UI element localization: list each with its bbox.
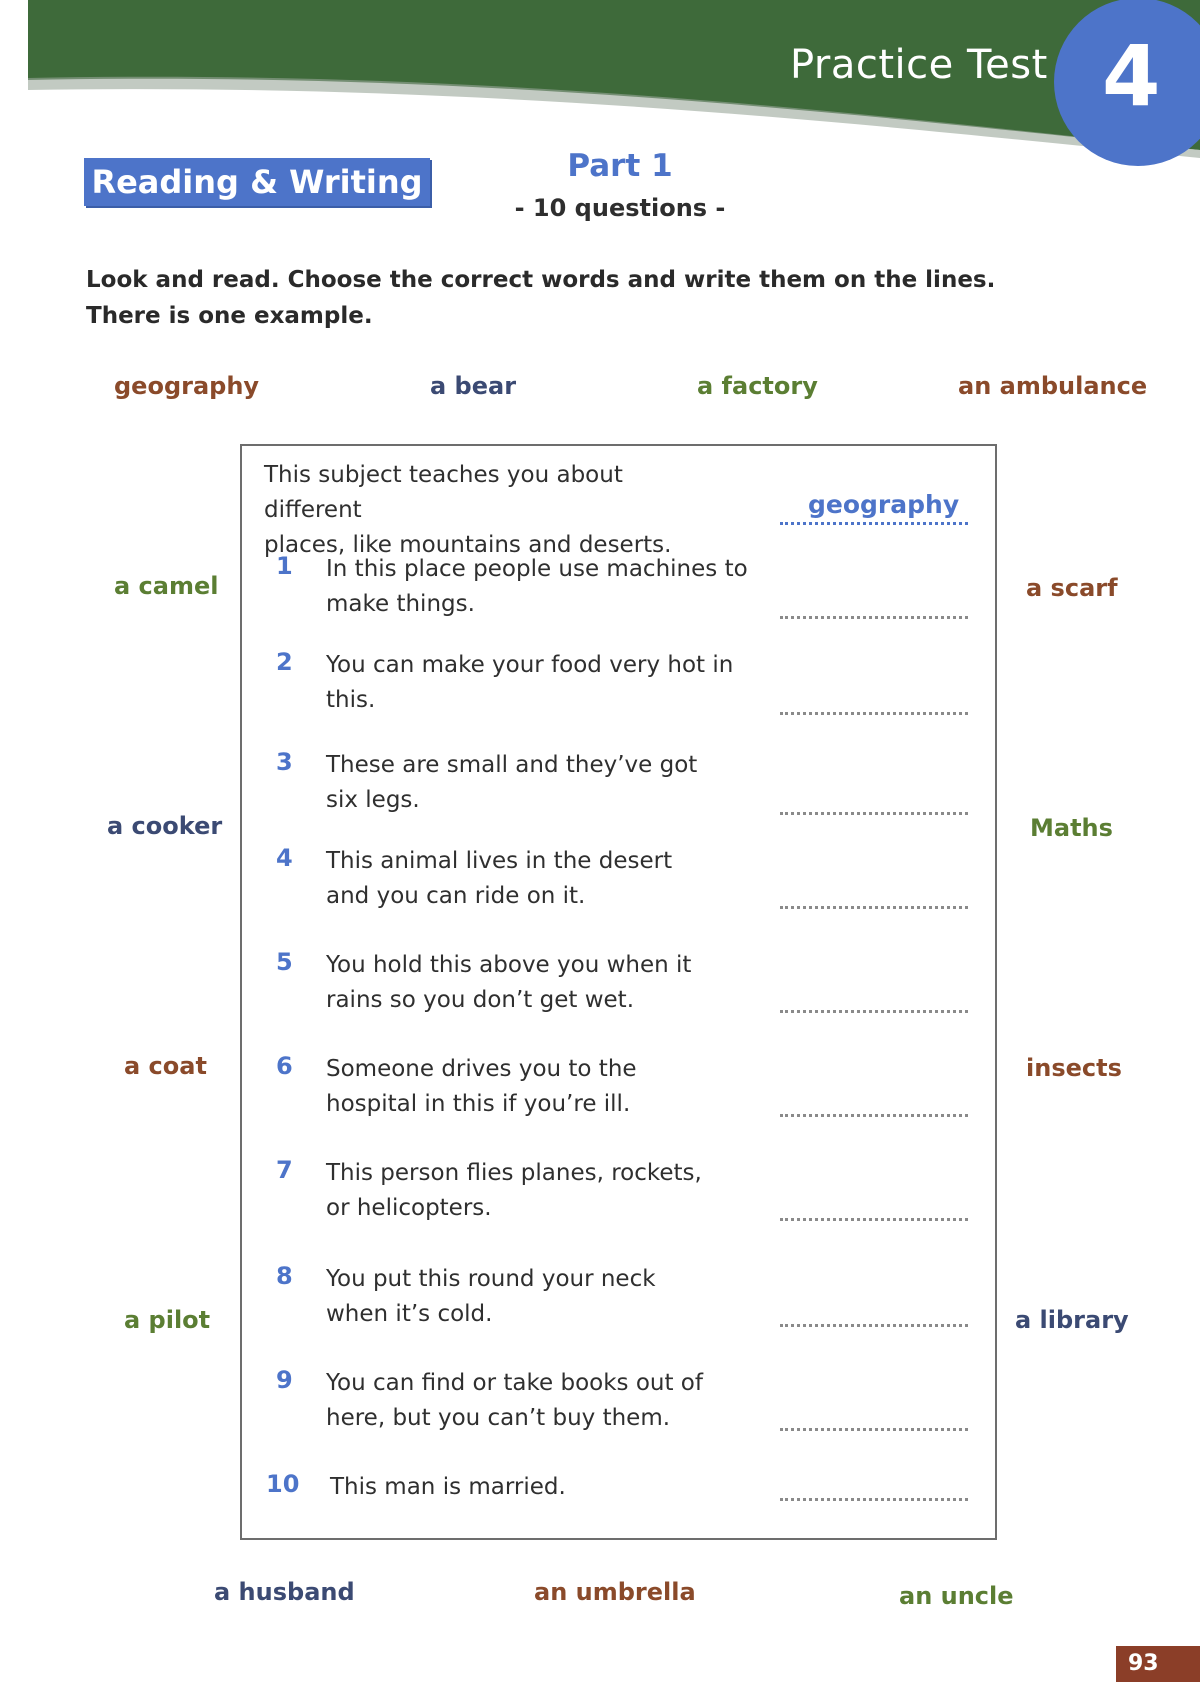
- question-number: 4: [276, 844, 293, 872]
- question-number: 7: [276, 1156, 293, 1184]
- answer-line[interactable]: [780, 1010, 968, 1013]
- answer-line[interactable]: [780, 1428, 968, 1431]
- word-option: a pilot: [124, 1306, 211, 1334]
- question-number: 6: [276, 1052, 293, 1080]
- answer-line[interactable]: [780, 1218, 968, 1221]
- question-line-1: This person flies planes, rockets,: [326, 1160, 702, 1186]
- question-text: [326, 748, 766, 818]
- word-option: a camel: [114, 572, 219, 600]
- question-line-1: These are small and they’ve got: [326, 752, 698, 778]
- question-line-1: Someone drives you to the: [326, 1056, 637, 1082]
- answer-line[interactable]: [780, 1324, 968, 1327]
- question-text: [326, 1366, 766, 1436]
- word-option: a coat: [124, 1052, 207, 1080]
- question-line-2: or helicopters.: [326, 1195, 492, 1221]
- answer-line[interactable]: [780, 1498, 968, 1501]
- question-line-1: In this place people use machines to: [326, 556, 748, 582]
- example-answer-line: [780, 522, 968, 525]
- word-option: an umbrella: [534, 1578, 696, 1606]
- part-subtitle: - 10 questions -: [514, 194, 726, 222]
- question-text: [326, 648, 766, 718]
- question-line-2: when it’s cold.: [326, 1301, 493, 1327]
- question-number: 5: [276, 948, 293, 976]
- example-line-2: places, like mountains and deserts.: [264, 532, 672, 558]
- question-text: [326, 1052, 766, 1122]
- question-text: [330, 1470, 770, 1505]
- question-text: [326, 1262, 766, 1332]
- question-line-2: hospital in this if you’re ill.: [326, 1091, 631, 1117]
- answer-line[interactable]: [780, 712, 968, 715]
- instructions-line-1: Look and read. Choose the correct words and write them on the lines.: [86, 267, 996, 293]
- question-line-1: You hold this above you when it: [326, 952, 692, 978]
- question-number: 9: [276, 1366, 293, 1394]
- answer-line[interactable]: [780, 1114, 968, 1117]
- word-option: a husband: [214, 1578, 355, 1606]
- word-option: geography: [114, 372, 260, 400]
- question-line-1: You can find or take books out of: [326, 1370, 703, 1396]
- word-option: a library: [1015, 1306, 1129, 1334]
- word-option: a scarf: [1026, 574, 1118, 602]
- answer-line[interactable]: [780, 906, 968, 909]
- word-option: an uncle: [899, 1582, 1014, 1610]
- question-line-2: here, but you can’t buy them.: [326, 1405, 671, 1431]
- question-text: [326, 1156, 766, 1226]
- answer-line[interactable]: [780, 812, 968, 815]
- question-line-2: and you can ride on it.: [326, 883, 586, 909]
- question-line-1: You can make your food very hot in: [326, 652, 734, 678]
- word-option: a bear: [430, 372, 517, 400]
- answer-line[interactable]: [780, 616, 968, 619]
- question-number: 3: [276, 748, 293, 776]
- section-badge: Reading & Writing: [84, 158, 430, 206]
- part-title: Part 1: [567, 148, 673, 184]
- question-text: [326, 844, 766, 914]
- question-number: 2: [276, 648, 293, 676]
- word-option: insects: [1026, 1054, 1122, 1082]
- example-answer: geography: [808, 490, 960, 519]
- question-line-2: this.: [326, 687, 376, 713]
- instructions: [86, 262, 1126, 334]
- question-line-2: make things.: [326, 591, 475, 617]
- example-line-1: This subject teaches you about different: [264, 462, 623, 523]
- word-option: a cooker: [107, 812, 223, 840]
- question-line-2: six legs.: [326, 787, 420, 813]
- question-line-1: This animal lives in the desert: [326, 848, 673, 874]
- word-option: a factory: [697, 372, 818, 400]
- question-text: [326, 552, 766, 622]
- instructions-line-2: There is one example.: [86, 303, 373, 329]
- question-text: [326, 948, 766, 1018]
- question-line-1: This man is married.: [330, 1474, 566, 1500]
- page-number: 93: [1116, 1646, 1200, 1682]
- question-number: 8: [276, 1262, 293, 1290]
- question-number: 1: [276, 552, 293, 580]
- word-option: an ambulance: [958, 372, 1148, 400]
- page-header-title: Practice Test: [790, 42, 1048, 88]
- example-question: [264, 458, 704, 563]
- word-option: Maths: [1030, 814, 1113, 842]
- question-line-2: rains so you don’t get wet.: [326, 987, 635, 1013]
- test-number: 4: [1102, 27, 1161, 125]
- question-line-1: You put this round your neck: [326, 1266, 656, 1292]
- question-number: 10: [266, 1470, 300, 1498]
